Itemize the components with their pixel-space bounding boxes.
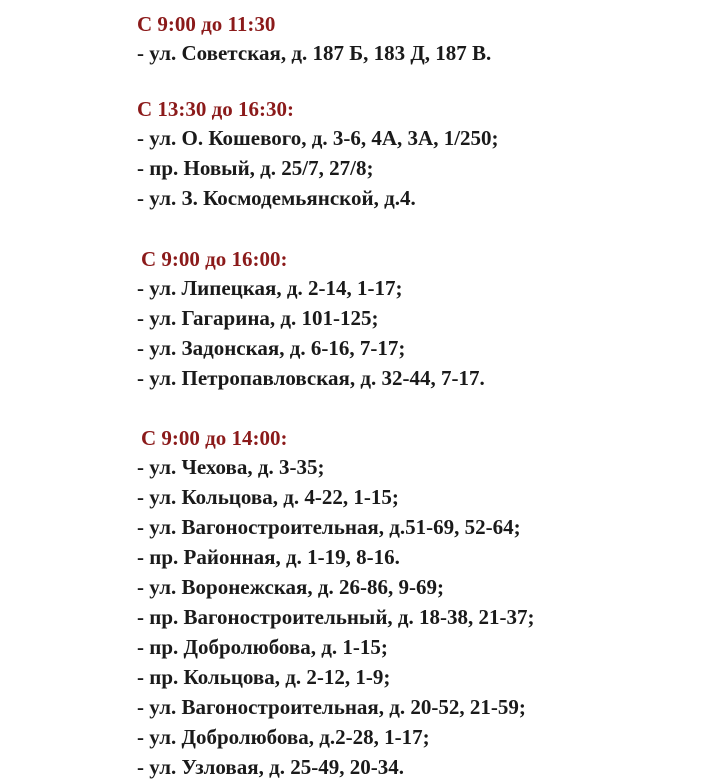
- time-section-1: [137, 10, 491, 68]
- address-line: - ул. Вагоностроительная, д. 20-52, 21-59;: [137, 695, 526, 719]
- address-line: - ул. Вагоностроительная, д.51-69, 52-64;: [137, 515, 521, 539]
- address-line: - ул. О. Кошевого, д. 3-6, 4А, 3А, 1/250;: [137, 126, 499, 150]
- section-time-heading: С 13:30 до 16:30:: [137, 97, 295, 121]
- section-time-heading: С 9:00 до 11:30: [137, 12, 276, 36]
- section-time-heading: С 9:00 до 16:00:: [141, 247, 288, 271]
- time-section-4: [137, 424, 535, 782]
- address-line: - пр. Кольцова, д. 2-12, 1-9;: [137, 665, 391, 689]
- address-line: - ул. Воронежская, д. 26-86, 9-69;: [137, 575, 445, 599]
- time-section-3: [137, 245, 485, 393]
- address-line: - ул. Задонская, д. 6-16, 7-17;: [137, 336, 406, 360]
- address-line: - ул. Узловая, д. 25-49, 20-34.: [137, 755, 404, 779]
- address-line: - ул. Кольцова, д. 4-22, 1-15;: [137, 485, 399, 509]
- address-line: - ул. Липецкая, д. 2-14, 1-17;: [137, 276, 403, 300]
- address-line: - пр. Районная, д. 1-19, 8-16.: [137, 545, 400, 569]
- address-line: - ул. Гагарина, д. 101-125;: [137, 306, 379, 330]
- address-line: - ул. Петропавловская, д. 32-44, 7-17.: [137, 366, 485, 390]
- address-line: - ул. Добролюбова, д.2-28, 1-17;: [137, 725, 430, 749]
- address-line: - ул. Советская, д. 187 Б, 183 Д, 187 В.: [137, 41, 492, 65]
- address-line: - пр. Новый, д. 25/7, 27/8;: [137, 156, 374, 180]
- time-section-2: [137, 95, 499, 213]
- section-time-heading: С 9:00 до 14:00:: [141, 426, 288, 450]
- address-line: - пр. Добролюбова, д. 1-15;: [137, 635, 388, 659]
- address-line: - ул. Чехова, д. 3-35;: [137, 455, 325, 479]
- address-line: - ул. З. Космодемьянской, д.4.: [137, 186, 416, 210]
- address-line: - пр. Вагоностроительный, д. 18-38, 21-37;: [137, 605, 535, 629]
